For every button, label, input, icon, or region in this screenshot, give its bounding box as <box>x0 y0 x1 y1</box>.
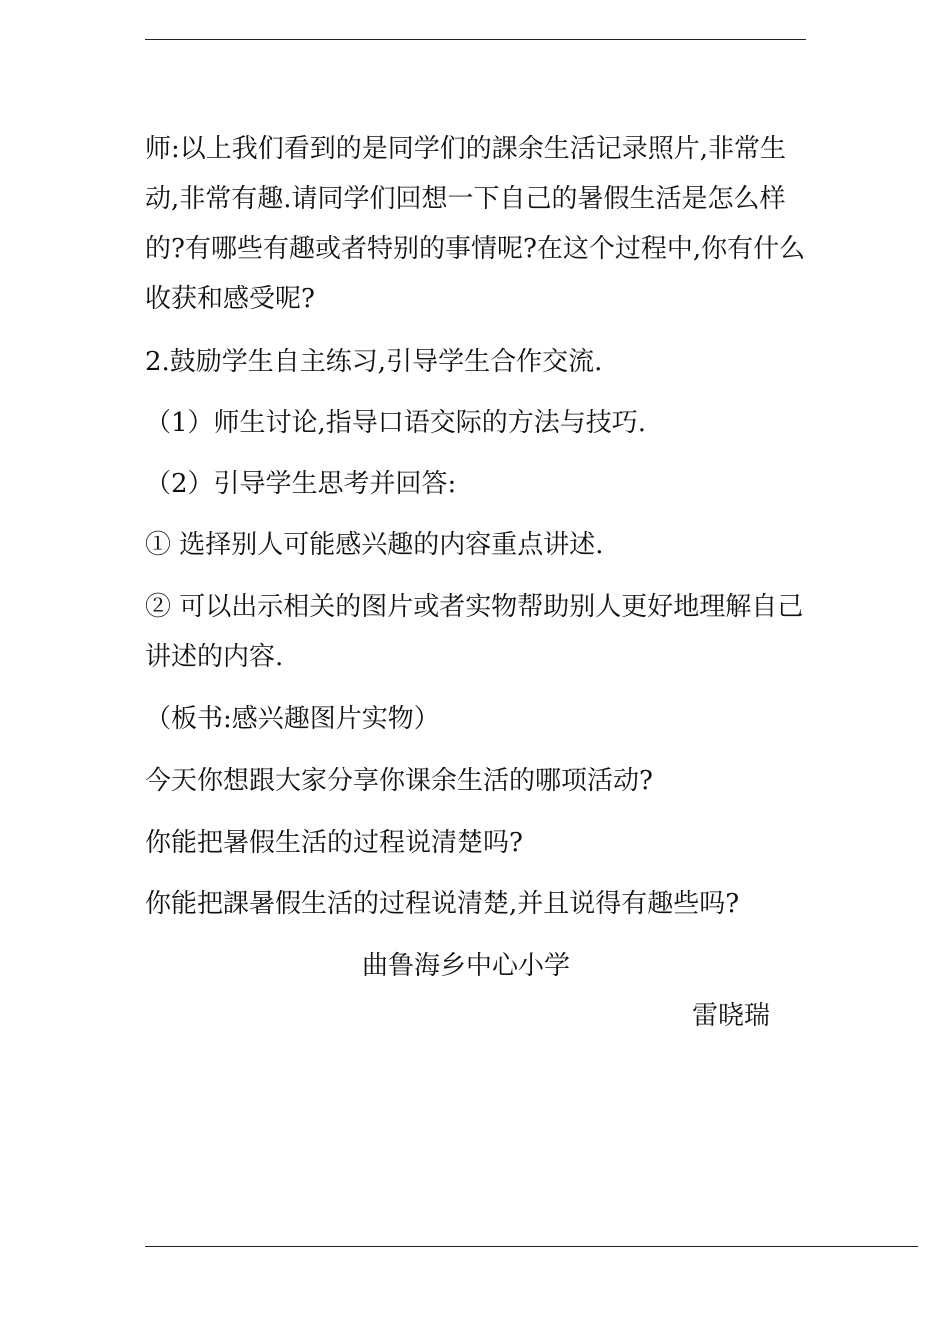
paragraph-line: 你能把暑假生活的过程说清楚吗? <box>145 828 523 858</box>
paragraph-line: （1）师生讨论,指导口语交际的方法与技巧. <box>145 408 647 438</box>
paragraph-line: 的?有哪些有趣或者特别的事情呢?在这个过程中,你有什么 <box>145 234 806 264</box>
paragraph-line: 动,非常有趣.请同学们回想一下自己的暑假生活是怎么样 <box>145 184 786 214</box>
paragraph-line: （2）引导学生思考并回答: <box>145 469 457 499</box>
paragraph-line: （板书:感兴趣图片实物） <box>145 704 440 734</box>
header-rule <box>145 39 806 40</box>
author-name: 雷晓瑞 <box>692 1001 771 1031</box>
paragraph-line: 师:以上我们看到的是同学们的課余生活记录照片,非常生 <box>145 134 787 164</box>
school-name: 曲鲁海乡中心小学 <box>362 951 571 981</box>
paragraph-line: 今天你想跟大家分享你课余生活的哪项活动? <box>145 766 653 796</box>
paragraph-line: 收获和感受呢? <box>145 284 315 314</box>
paragraph-line: ① 选择别人可能感兴趣的内容重点讲述. <box>145 530 604 560</box>
paragraph-line: 讲述的内容. <box>145 642 284 672</box>
paragraph-line: 2.鼓励学生自主练习,引导学生合作交流. <box>145 347 603 377</box>
paragraph-line: ② 可以出示相关的图片或者实物帮助别人更好地理解自己 <box>145 592 804 622</box>
paragraph-line: 你能把課暑假生活的过程说清楚,并且说得有趣些吗? <box>145 889 740 919</box>
footer-rule <box>145 1246 918 1247</box>
